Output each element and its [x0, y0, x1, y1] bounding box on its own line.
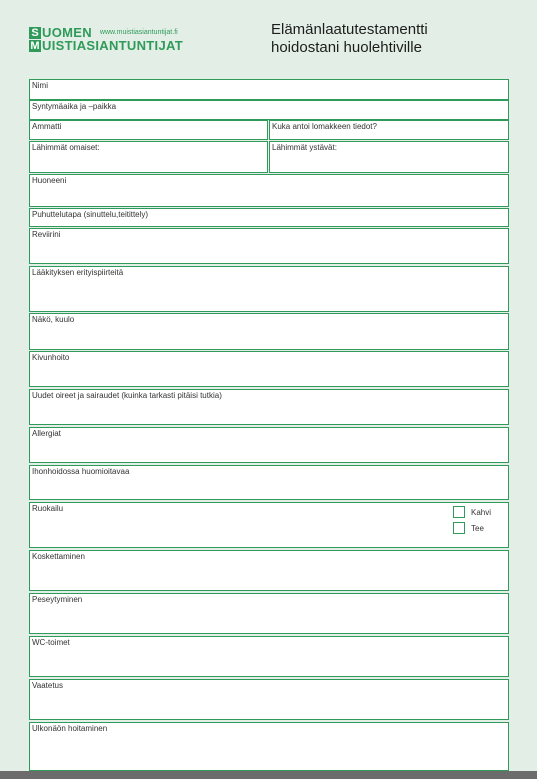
title-line-2: hoidostani huolehtiville: [271, 39, 422, 56]
field-omaiset[interactable]: [29, 141, 268, 173]
field-huoneeni[interactable]: [29, 174, 509, 207]
field-label: WC-toimet: [32, 638, 70, 647]
field-label: Puhuttelutapa (sinuttelu,teitittely): [32, 210, 149, 219]
field-label: Peseytyminen: [32, 595, 83, 604]
field-allergiat[interactable]: [29, 427, 509, 463]
logo-url: www.muistiasiantuntijat.fi: [99, 29, 178, 36]
logo-word-muistiasiantuntijat: UISTIASIANTUNTIJAT: [42, 38, 183, 53]
page-title: [271, 21, 428, 57]
field-label: Reviirini: [32, 230, 61, 239]
field-wc[interactable]: [29, 636, 509, 677]
checkbox-tee-label: Tee: [471, 523, 484, 533]
field-label: Lähimmät omaiset:: [32, 143, 100, 152]
field-label: Ruokailu: [32, 504, 64, 513]
field-label: Lähimmät ystävät:: [272, 143, 337, 152]
checkbox-tee[interactable]: [453, 522, 465, 534]
logo-letter-box: S: [29, 27, 41, 39]
page-bottom-bar: [0, 771, 537, 779]
field-nimi[interactable]: [29, 79, 509, 100]
field-label: Allergiat: [32, 429, 61, 438]
field-ruokailu[interactable]: [29, 502, 509, 548]
checkbox-kahvi[interactable]: [453, 506, 465, 518]
field-label: Kuka antoi lomakkeen tiedot?: [272, 122, 377, 131]
field-label: Kivunhoito: [32, 353, 70, 362]
field-label: Näkö, kuulo: [32, 315, 75, 324]
logo: [29, 26, 183, 52]
field-kivunhoito[interactable]: [29, 351, 509, 387]
field-puhuttelutapa[interactable]: [29, 208, 509, 227]
field-syntymaaika[interactable]: [29, 100, 509, 120]
field-label: Ihonhoidossa huomioitavaa: [32, 467, 130, 476]
field-label: Ammatti: [32, 122, 62, 131]
field-label: Syntymäaika ja –paikka: [32, 102, 117, 111]
title-line-1: Elämänlaatutestamentti: [271, 21, 428, 38]
field-ammatti[interactable]: [29, 120, 268, 140]
field-label: Nimi: [32, 81, 48, 90]
field-nako-kuulo[interactable]: [29, 313, 509, 350]
field-peseytyminen[interactable]: [29, 593, 509, 634]
field-reviirini[interactable]: [29, 228, 509, 264]
field-ystavat[interactable]: [269, 141, 509, 173]
field-koskettaminen[interactable]: [29, 550, 509, 591]
field-ulkonako[interactable]: [29, 722, 509, 771]
field-label: Koskettaminen: [32, 552, 85, 561]
field-vaatetus[interactable]: [29, 679, 509, 720]
field-label: Ulkonäön hoitaminen: [32, 724, 108, 733]
checkbox-kahvi-label: Kahvi: [471, 507, 492, 517]
field-ihonhoito[interactable]: [29, 465, 509, 500]
field-label: Lääkityksen erityispiirteitä: [32, 268, 124, 277]
field-uudet-oireet[interactable]: [29, 389, 509, 425]
logo-letter-box: M: [30, 39, 40, 52]
logo-word-suomen: UOMEN: [42, 25, 92, 40]
field-label: Vaatetus: [32, 681, 63, 690]
field-label: Uudet oireet ja sairaudet (kuinka tarkasti pitäisi tutkia): [32, 391, 222, 400]
field-label: Huoneeni: [32, 176, 67, 185]
field-kuka-antoi[interactable]: [269, 120, 509, 140]
field-laakitys[interactable]: [29, 266, 509, 312]
